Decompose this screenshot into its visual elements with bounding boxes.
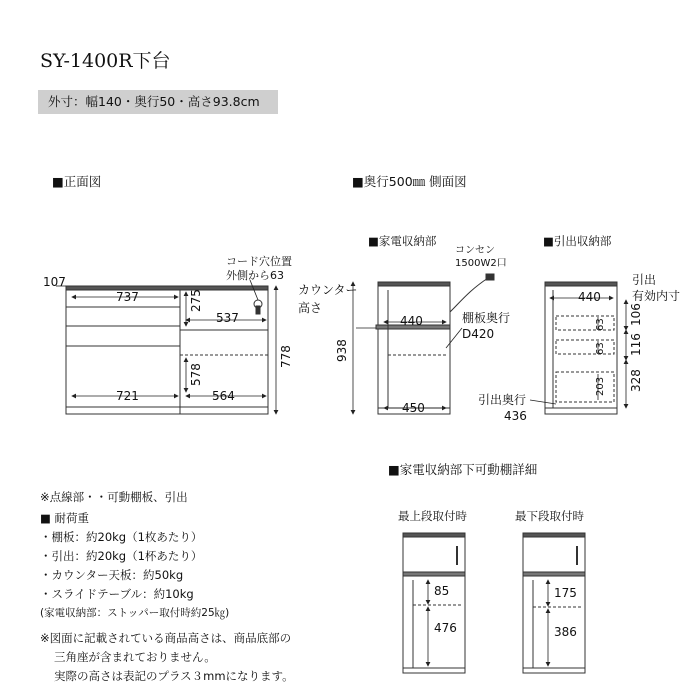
dim-476: 476 [434, 621, 457, 635]
front-cabinet-outline [66, 286, 268, 414]
dotted-line-note: ※点線部・・可動棚板、引出 [40, 490, 188, 504]
appliance-top-panel [378, 282, 450, 286]
shelf-top-title: 最上段取付時 [398, 509, 467, 523]
load-item: ・引出：約20kg（1杯あたり） [40, 549, 203, 563]
dim-107: 107 [43, 275, 66, 289]
outlet-label-line2: 1500W2口 [455, 258, 507, 269]
shelf-bottom-panel [523, 533, 585, 537]
appliance-side-outline [378, 282, 450, 414]
dim-938: 938 [335, 339, 349, 362]
shelf-bottom-outline [523, 533, 585, 673]
dim-63a: 63 [595, 318, 606, 331]
shelf-top-outline [403, 533, 465, 673]
front-top-panel [66, 286, 268, 290]
inner-dims-line2: 有効内寸 [632, 289, 681, 303]
dim-778: 778 [279, 345, 293, 368]
dim-203: 203 [595, 376, 606, 396]
load-item: ・棚板：約20kg（1枚あたり） [40, 530, 203, 544]
dim-106: 106 [629, 303, 643, 326]
dim-85: 85 [434, 584, 450, 598]
dim-578: 578 [189, 363, 203, 386]
front-view-heading: ■正面図 [52, 174, 102, 189]
dim-275: 275 [189, 289, 203, 312]
outlet-mark [256, 306, 260, 314]
outer-dimensions-banner: 外寸：幅140・奥行50・高さ93.8cm [38, 90, 278, 114]
shelf-detail-bottom [523, 533, 585, 673]
drawer-depth-line2: 436 [504, 409, 527, 423]
disclaimer-line: 三角座が含まれておりません。 [54, 650, 216, 664]
counter-label-line2: 高さ [298, 301, 323, 315]
front-view [66, 286, 268, 414]
shelf-bottom-title: 最下段取付時 [515, 509, 584, 523]
shelf-bottom-slide [523, 572, 585, 576]
shelf-top-slide [403, 572, 465, 576]
power-cord [450, 278, 488, 312]
dim-440a: 440 [400, 314, 423, 328]
dim-328: 328 [629, 369, 643, 392]
cord-note-line2: 外側から63 [226, 269, 284, 282]
load-capacity-heading: ■ 耐荷重 [40, 511, 90, 525]
front-dimensions [56, 280, 276, 414]
dim-386: 386 [554, 625, 577, 639]
side-view-heading: ■奥行500㎜ 側面図 [352, 174, 467, 189]
dim-116: 116 [629, 333, 643, 356]
notes-block [40, 488, 294, 686]
drawer-section-heading: ■引出収納部 [543, 234, 612, 248]
outlet-label-line1: コンセン [455, 245, 495, 256]
dim-450: 450 [402, 401, 425, 415]
appliance-side-view [376, 274, 494, 414]
shelf-depth-line1: 棚板奥行 [462, 311, 511, 325]
dim-537: 537 [216, 311, 239, 325]
stopper-note: (家電収納部：ストッパー取付時約25㎏) [40, 607, 230, 619]
shelf-top-panel [403, 533, 465, 537]
inner-dims-line1: 引出 [632, 273, 657, 287]
drawer-depth-line1: 引出奥行 [478, 393, 527, 407]
cord-note-line1: コード穴位置 [226, 255, 292, 268]
disclaimer-line: ※図面に記載されている商品高さは、商品底部の [40, 631, 292, 645]
shelf-detail-heading: ■家電収納部下可動棚詳細 [388, 462, 538, 477]
plug-icon [486, 274, 494, 280]
drawer-top-panel [545, 282, 617, 286]
counter-label-line1: カウンター [298, 283, 358, 297]
dim-564: 564 [212, 389, 235, 403]
shelf-depth-line2: D420 [462, 327, 495, 341]
disclaimer-line: 実際の高さは表記のプラス３mmになります。 [54, 669, 294, 683]
dim-737: 737 [116, 290, 139, 304]
shelf-detail-top [403, 533, 465, 673]
dim-440b: 440 [578, 290, 601, 304]
load-item: ・スライドテーブル：約10kg [40, 587, 194, 601]
leader-shelf [446, 328, 462, 348]
dim-63b: 63 [595, 342, 606, 355]
dim-175: 175 [554, 586, 577, 600]
load-item: ・カウンター天板：約50kg [40, 568, 184, 582]
dim-721: 721 [116, 389, 139, 403]
page-title: SY-1400R下台 [40, 50, 171, 72]
appliance-section-heading: ■家電収納部 [368, 234, 437, 248]
leader-drawer-depth [530, 400, 556, 404]
